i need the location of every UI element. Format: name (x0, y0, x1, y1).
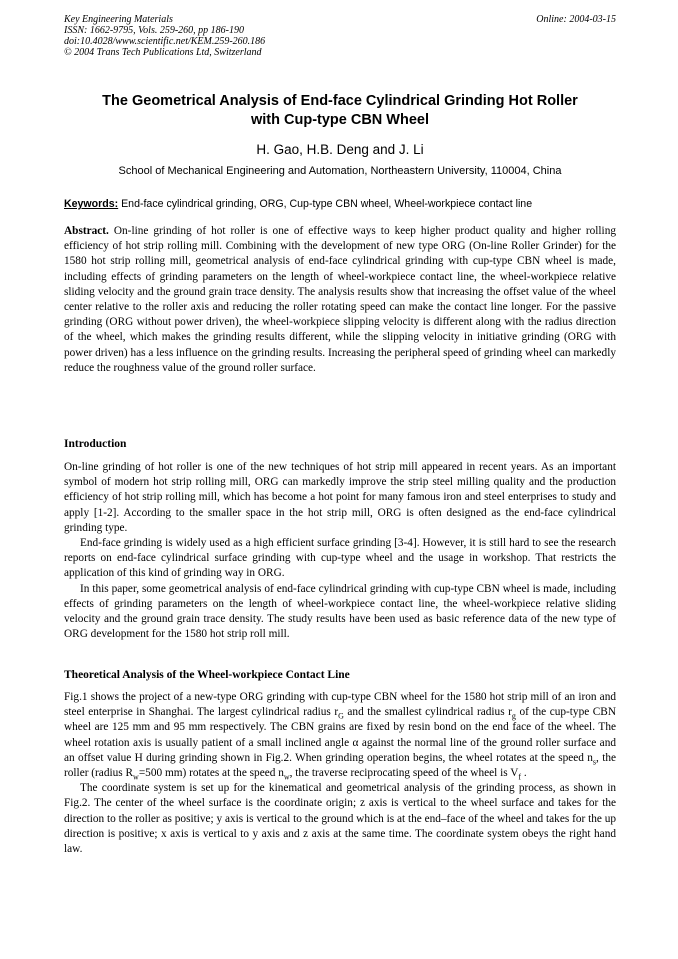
theory-text-f: , the traverse reciprocating speed of the wheel is V (289, 767, 519, 780)
abstract-label: Abstract. (64, 225, 109, 237)
theory-text-c: of the cup-type CBN wheel are 125 mm and 95 mm respectively. The CBN grains are fixed by resin bond on the end face of the wheel. The wheel rotation axis is usually patient of a small inclined angle α against the normal line of the ground roller surface and an offset value H during grinding shown in Fig.2. When grinding operation begins, the wheel rotates at the speed n (64, 706, 616, 764)
copyright-line: © 2004 Trans Tech Publications Ltd, Switzerland (64, 47, 262, 58)
title-line-2: with Cup-type CBN Wheel (250, 112, 430, 128)
theory-text-g: . (521, 767, 527, 780)
online-date: Online: 2004-03-15 (536, 14, 616, 25)
keywords (64, 198, 616, 210)
keywords-label: Keywords: (64, 198, 119, 210)
theory-text-b: and the smallest cylindrical radius r (343, 706, 512, 719)
paper-title (64, 92, 616, 130)
introduction-heading: Introduction (64, 438, 127, 450)
subscript-s: s (592, 757, 597, 767)
issn-line: ISSN: 1662-9795, Vols. 259-260, pp 186-190 (64, 25, 244, 36)
theory-heading: Theoretical Analysis of the Wheel-workpiece Contact Line (64, 669, 350, 681)
introduction-section (64, 460, 616, 642)
theory-paragraph-2: The coordinate system is set up for the kinematical and geometrical analysis of the grinding process, as shown in Fig.2. The center of the wheel surface is the coordinate origin; z axis is vertical to the wheel surface and takes for the direction to the roller as positive; y axis is vertical to the ground which is at the end–face of the wheel and takes for the up direction is positive; x axis is vertical to y axis and z axis at the same time. The coordinate system obeys the right hand law. (64, 782, 616, 856)
intro-paragraph-1: On-line grinding of hot roller is one of the new techniques of hot strip mill appeared in recent years. As an important symbol of modern hot strip rolling mill, ORG can markedly improve the strip steel milling quality and the production efficiency of hot strip rolling mill, which has become a hot point for many famous iron and steel enterprises to study and apply [1-2]. According to the smaller space in the hot strip mill, ORG is often designed as the end-face cylindrical grinding type. (64, 461, 616, 534)
keywords-text: End-face cylindrical grinding, ORG, Cup-type CBN wheel, Wheel-workpiece contact line (118, 198, 533, 210)
affiliation: School of Mechanical Engineering and Automation, Northeastern University, 110004, China (118, 165, 562, 177)
theory-text-d: , the roller (radius R (64, 751, 616, 780)
doi-line: doi:10.4028/www.scientific.net/KEM.259-260.186 (64, 36, 266, 47)
journal-name: Key Engineering Materials (64, 14, 173, 25)
theory-paragraph-1 (64, 690, 616, 781)
abstract-text: On-line grinding of hot roller is one of effective ways to keep higher product quality and higher rolling efficiency of hot strip rolling mill. Combining with the development of new type ORG (On-line Roller Grinder) for the 1580 hot strip rolling mill, geometrical analysis of end-face cylindrical grinding with cup-type CBN wheel is made, including effects of grinding parameters on the length of wheel-workpiece contact line, the wheel-workpiece relative sliding velocity and the ground grain trace density. The analysis results show that increasing the offset value of the wheel center relative to the roller axis and reducing the roller rotating speed can make the contact line longer. For the passive grinding (ORG without power driven), the wheel-workpiece slipping velocity is different along with the radius direction of the wheel, which makes the grinding results different, while the slipping velocity in initiative grinding (ORG with power driven) has a less influence on the grinding results. Increasing the peripheral speed of grinding wheel can markedly reduce the roughness value of the ground roller surface. (64, 225, 616, 374)
subscript-G: G (338, 711, 344, 721)
intro-paragraph-2: End-face grinding is widely used as a high efficient surface grinding [3-4]. However, it is still hard to see the research reports on end-face cylindrical surface grinding with cup-type wheel and the usage in workshop. That restricts the application of this kind of grinding way in ORG. (64, 537, 616, 580)
theory-text-a: Fig.1 shows the project of a new-type ORG grinding with cup-type CBN wheel for the 1580 hot strip mill of an iron and steel enterprise in Shanghai. The largest cylindrical radius r (64, 691, 616, 719)
theory-section (64, 690, 616, 857)
subscript-w-radius: w (133, 772, 139, 782)
theory-text-e: =500 mm) rotates at the speed n (138, 767, 284, 780)
intro-paragraph-3: In this paper, some geometrical analysis of end-face cylindrical grinding with cup-type CBN wheel is made, including effects of grinding parameters on the length of wheel-workpiece contact line, the wheel-workpiece relative sliding velocity and the ground grain trace density. The study results have been used as basic reference data of the new type of ORG development for the 1580 hot strip roll mill. (64, 582, 616, 641)
subscript-w-speed: w (283, 772, 290, 782)
subscript-f: f (518, 772, 522, 782)
authors: H. Gao, H.B. Deng and J. Li (256, 142, 424, 157)
journal-header (64, 14, 616, 58)
title-line-1: The Geometrical Analysis of End-face Cylindrical Grinding Hot Roller (102, 93, 578, 109)
subscript-g: g (511, 711, 516, 721)
abstract (64, 224, 616, 376)
